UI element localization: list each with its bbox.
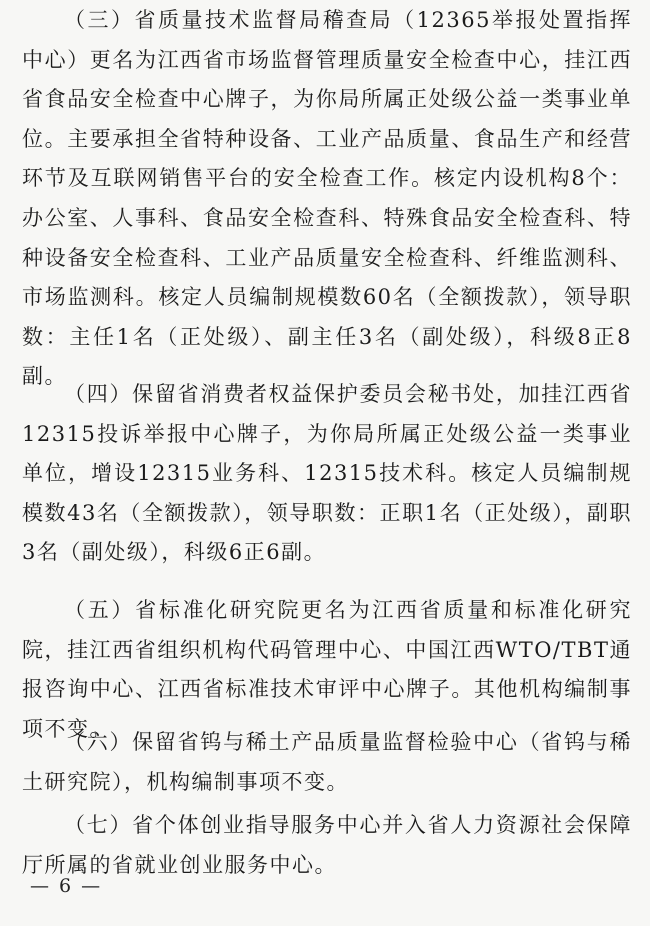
paragraph-item-4: （四）保留省消费者权益保护委员会秘书处，加挂江西省12315投诉举报中心牌子，为你局所属正处级公益一类事业单位，增设12315业务科、12315技术科。核定人员编制规模数43名（全额拨款），领导职数：正职1名（正处级），副职3名（副处级），科级6正6副。 <box>22 382 632 565</box>
paragraph-item-3: （三）省质量技术监督局稽查局（12365举报处置指挥中心）更名为江西省市场监督管理质量安全检查中心，挂江西省食品安全检查中心牌子，为你局所属正处级公益一类事业单位。主要承担全省特种设备、工业产品质量、食品生产和经营环节及互联网销售平台的安全检查工作。核定内设机构8个：办公室、人事科、食品安全检查科、特殊食品安全检查科、特种设备安全检查科、工业产品质量安全检查科、纤维监测科、市场监测科。核定人员编制规模数60名（全额拨款），领导职数：主任1名（正处级）、副主任3名（副处级），科级8正8副。 <box>22 8 632 389</box>
page-number: — 6 — <box>30 875 103 897</box>
paragraph-item-6: （六）保留省钨与稀土产品质量监督检验中心（省钨与稀土研究院），机构编制事项不变。 <box>22 730 632 794</box>
document-page <box>22 0 632 926</box>
paragraph-item-7: （七）省个体创业指导服务中心并入省人力资源社会保障厅所属的省就业创业服务中心。 <box>22 813 632 877</box>
paragraph-item-5: （五）省标准化研究院更名为江西省质量和标准化研究院，挂江西省组织机构代码管理中心、中国江西WTO/TBT通报咨询中心、江西省标准技术审评中心牌子。其他机构编制事项不变。 <box>22 598 632 741</box>
